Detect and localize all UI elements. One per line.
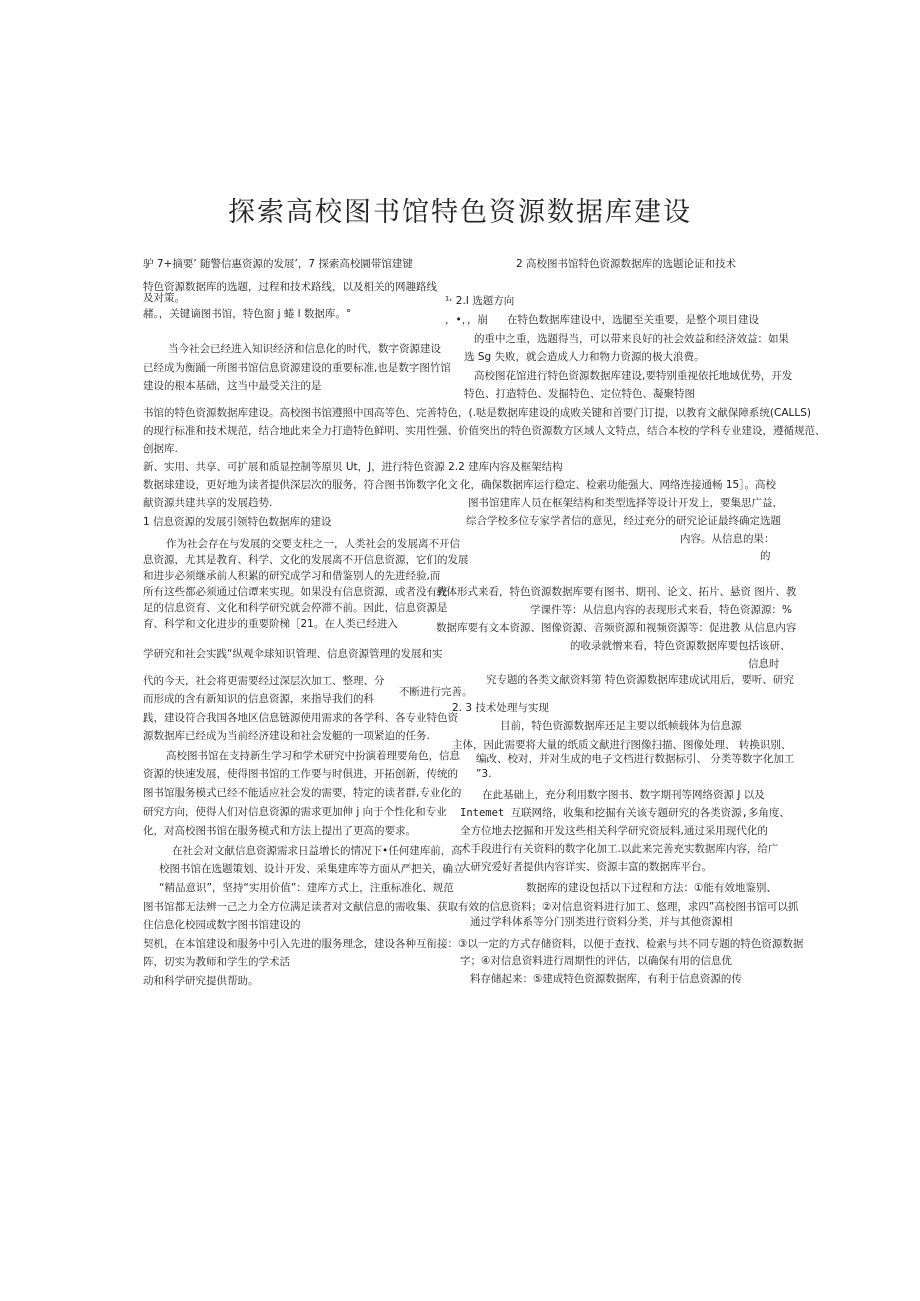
text-line: 主体，因此需要将大量的纸质文献进行图像扫描、图像处理、 转换识别、 [452,739,792,751]
text-line: 新、实用、共享、可扩展和质显控制等原贝 Ut，J，进行特色资源 2.2 建库内容及框架结构 [143,461,563,473]
text-line: 特色资源数据库的选题，过程和技术路线，以及相关的网趣路线 [143,281,437,293]
text-line: 图书馆服务模式已经不能适应社会发的需要，特定的读者群,专业化的 [143,787,462,799]
text-line: 在此基础上，充分利用数字图书、数字期刊等网络资源 J 以及 [482,789,765,801]
text-line: 和进步必须继承前人积累的研究成学习和借鉴别人的先进经验,而 [143,570,441,582]
text-line: 数据库要有文本资源、图像资源、音频资源和视频资源等：促进教 从信息内容 [436,622,797,634]
text-line: 校图书馆在选题策划、设计开发、采集建库等方面从严把关，确立 [159,863,464,875]
text-line: 的 [760,550,771,562]
text-line: 建设的根本基础，这当中最受关注的是 [143,380,322,392]
text-line: 图书馆建库人员在框架结构和类型选择等设计开发上，要集思广益， [468,497,783,509]
text-line: 研究方向，使得人们对信息资源的需求更加伸 j 向于个性化和专业 [143,806,447,818]
section-heading: ¹˒ 2.Ⅰ 选题方向 [445,295,515,307]
text-line: 术手段进行有关资料的数字化加工.以此来完善充实数据库内容，给广 [460,843,779,855]
text-line: 料存储起来：⑤建成特色资源数据库，有利于信息资源的传 [470,973,742,985]
text-line: 的现行标准和技术规范，结合地此来全力打造特色鲜明、实用性强、价值突出的特色资源数方区域人文特点，结合本校的学科专业建设，遵循规范、 [143,425,826,437]
text-line: 已经成为衡踊一所图书馆信息资源建设的重要标准,也是数字图竹馆 [143,362,451,374]
text-line: 化，确保数据库运行稳定、检索功能强大、网络连接通畅 15］。高校 [460,479,776,491]
text-line: 当今社会已经进入知识经济和信息化的时代，数字资源建设 [168,343,441,355]
page-title: 探索高校图书馆特色资源数据库建设 [228,197,692,228]
text-line: 息资源，尤其是教育、科学、文化的发展离不开信息资源，它们的发展 [143,554,469,566]
text-line: 载体形式来看，特色资源数据库要有图书、期刊、论文、拓片、悬资 图片、教 [436,586,797,598]
text-line: 综合学校多位专家学者信的意见，经过充分的研究论证最终确定选题 [466,515,781,527]
text-line: 学课件等：从信息内容的表现形式来看，特色资源源：% [530,604,792,616]
text-line: 赭。，关键谪图书馆，特色窗 j 蜷 l 数据库。° [143,308,352,320]
text-line: 字；④对信息资料进行周期性的评估，以确保有用的信息优 [460,955,732,967]
text-line: 化，对高校图书馆在服务模式和方法上提出了更高的要求。 [143,825,416,837]
text-line: 在特色数据库建设中，选腿至关重要，是整个项目建设 [507,314,759,326]
text-line: 信息时 [748,658,780,670]
text-line: 的收录就憎来看，特色资源数据库要包括该研、 [570,640,791,652]
text-line: 的重中之重，选题得当，可以带来良好的社会效益和经济效益：如果 [474,333,789,345]
text-line: 住信息化校园或数字图书馆建设的 [143,919,301,931]
text-line: 通过学科体系等分门别类进行资料分类，并与其他资源相 [470,916,733,928]
text-line: 全方位地去挖掘和开发这些相关科学研究资辰料,通过采用现代化的 [460,825,768,837]
text-line: 高校图花馆进行特色资源数据库建设,要特别重视依托地域优势，开发 [474,370,793,382]
text-line: 书馆的特色资源数据库建设。高校图书馆遵照中国高等色、完善特色，(.哒是数据库建设的成败关键和首要门订提，以教育文献保障系统(CALLS) [143,407,812,419]
text-line: 作为社会存在与发展的交要支柱之一，人类社会的发展离不开信 [166,538,460,550]
text-line: 献资源共建共享的发展趋势. [143,497,273,509]
text-line: 资源的快速发展，使得图书馆的工作要与时俱进，开拓创新，传统的 [143,768,458,780]
text-line: 数据库的建设包括以下过程和方法：①能有效地鉴别、 [526,882,777,894]
text-line: 不断进行完善。 [399,686,473,698]
text-line: 数据球建设，更好地为读者提供深层次的服务，符合图书饰数字化文 [143,479,458,491]
text-line: 图书馆都无法辨一己之力全方位满足读者对文献信息的需收集、获取有效的信息资料；②对信息资料进行加工、悠理，求四”高校图书馆可以抓 [143,901,799,913]
text-line: 高校图书馆在支持新生学习和学术研究中扮演着理要角色，信息 [166,750,460,762]
text-line: 选 Sg 失败，就会造成人力和物力资源的极大浪费。 [464,351,705,363]
section-heading: 1 信息资源的发展引领特色数据库的建设 [143,516,332,528]
text-line: 学研究和社会实践“纵观伞球知识管理、信息资源管理的发展和实 [143,648,443,660]
text-line: 目前，特色资源数据库还足主要以纸帧载体为信息源 [500,720,742,732]
section-heading: 2. 3 技术处理与实现 [452,702,549,714]
text-line: 及对策。 [143,292,185,304]
text-line: 足的信息资育、文化和科学研究就会停滞不前。因此，信息资源是 [143,602,448,614]
text-line: 编改、校对，并对生成的电子文档进行数据标引、 分类等数字化加工 [476,753,795,765]
text-line: 动和科学研究提供帮助。 [143,975,259,987]
text-line: 在社会对文献信息资源需求日益增长的情况下•任何建库前，高 [172,845,462,857]
text-line: 而形成的含有新知识的信息资源，来指导我们的科 [143,693,374,705]
text-line: ，•，，崩 [445,314,488,326]
text-line: 源数据库已经成为当前经济建设和社会发艇的一项紧迫的任务. [143,730,430,742]
text-line: 阵，切实为教师和学生的学术活 [143,956,290,968]
text-line: 究专题的各类文献资料第 特色资源数据库建成试用后，要听、研究 [486,674,794,686]
text-line: 育、科学和文化进步的重要阶梯［21。在人类已经进入 [143,618,398,630]
text-line: 驴 7+摘要’ 随警信惠资源的发展’，7 探索高校圜带馆建键 [143,258,413,270]
text-line: 践，建设符合我国各地区信息链源使用需求的各学科、各专业特色资 [143,712,458,724]
text-line: ”3. [476,768,492,780]
text-line: 内容。从信息的果： [680,533,775,545]
text-line: 大研究爱好者提供内容详实、资源丰富的数据库平台。 [460,861,712,873]
text-line: 所有这些都必须通过信谭来实现。如果没有信息资源，或者没有充 [143,586,448,598]
text-line: 代的今天，社会将更需要经过深层次加工、整理、分 [143,675,385,687]
text-line: 创据库. [143,443,178,455]
text-line: “精品意识”，坚持“实用价值”：建库方式上，注重标准化、规范 [159,882,454,894]
text-line: 特色、打造特色、发掘特色、定位特色、凝聚特图 [464,388,695,400]
section-heading: 2 高校图书馆特色资源数据库的选题论证和技术 [516,258,737,270]
text-line: Intemet 互联网络，收集和挖掘有关该专题研究的各类资源,多角度、 [460,807,790,819]
text-line: 契机，在本馆建设和服务中引入先进的服务理念，建设各种互衔接：③以一定的方式存储资料，以便于查找、检索与共不同专题的特色资源数据 [143,938,804,950]
